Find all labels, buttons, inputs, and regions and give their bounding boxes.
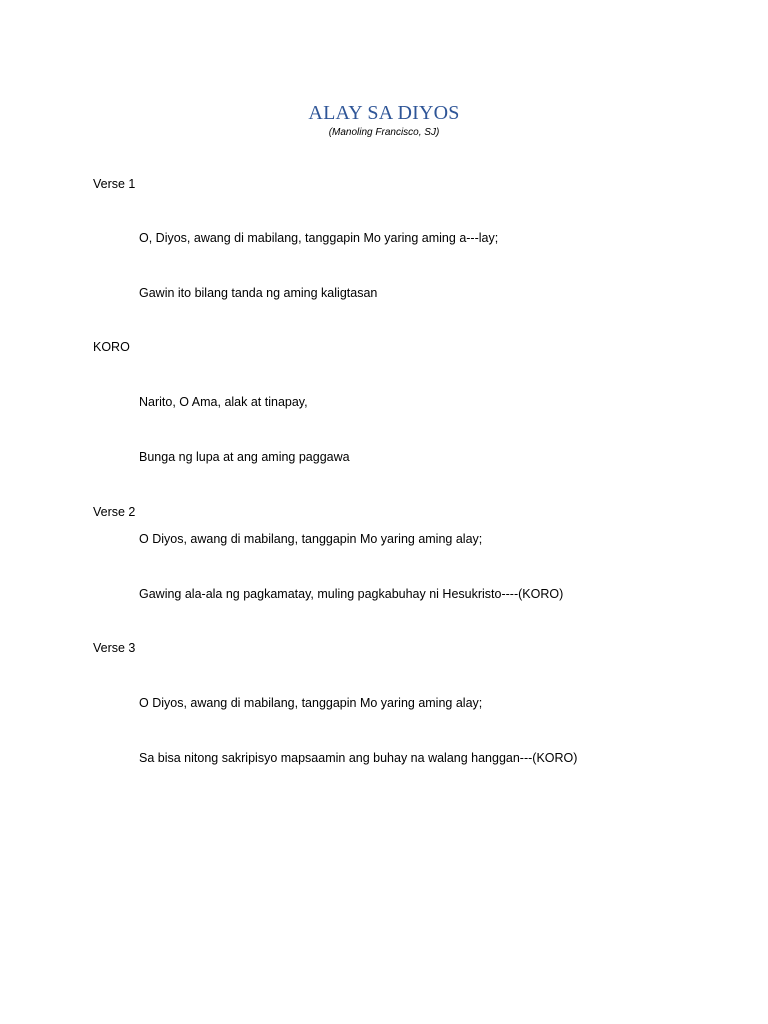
lyric-line: Bunga ng lupa at ang aming paggawa — [139, 450, 350, 464]
section-label-verse-1: Verse 1 — [93, 177, 136, 191]
section-label-verse-3: Verse 3 — [93, 641, 136, 655]
lyric-line: Gawin ito bilang tanda ng aming kaligtasan — [139, 286, 378, 300]
lyric-line: O Diyos, awang di mabilang, tanggapin Mo yaring aming alay; — [139, 696, 483, 710]
lyric-line: Narito, O Ama, alak at tinapay, — [139, 395, 308, 409]
section-label-verse-2: Verse 2 — [93, 505, 136, 519]
composer-credit: (Manoling Francisco, SJ) — [328, 127, 440, 138]
song-title: ALAY SA DIYOS — [308, 102, 460, 124]
lyric-line: Gawing ala-ala ng pagkamatay, muling pagkabuhay ni Hesukristo----(KORO) — [139, 587, 564, 601]
section-label-koro: KORO — [93, 340, 130, 354]
lyric-line: O, Diyos, awang di mabilang, tanggapin Mo yaring aming a---lay; — [139, 231, 499, 245]
lyric-line: Sa bisa nitong sakripisyo mapsaamin ang buhay na walang hanggan---(KORO) — [139, 751, 578, 765]
lyric-line: O Diyos, awang di mabilang, tanggapin Mo yaring aming alay; — [139, 532, 483, 546]
